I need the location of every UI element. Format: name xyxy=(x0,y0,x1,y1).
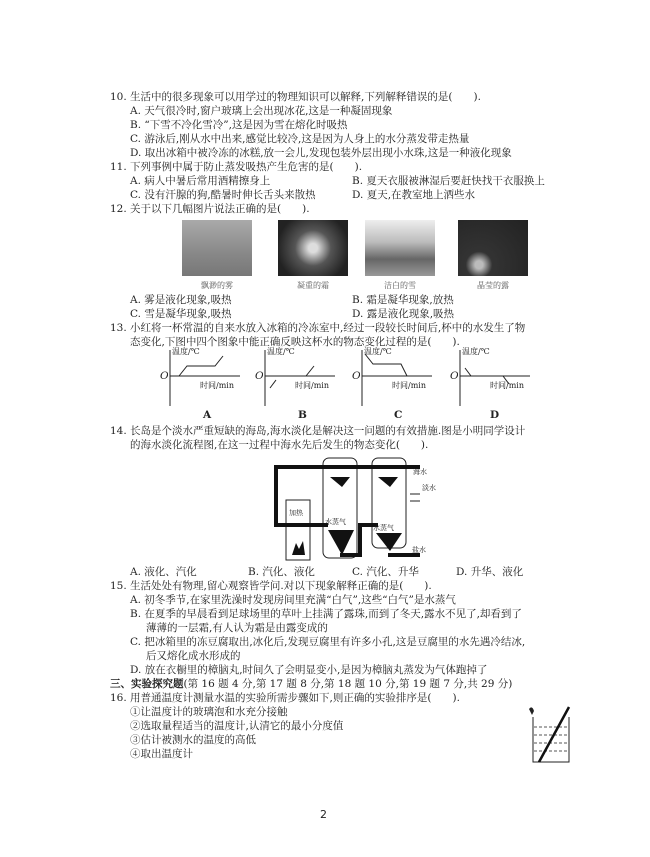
graph-d-xlabel: 时间/min xyxy=(490,381,524,390)
dew-photo xyxy=(458,220,528,276)
q12-option-d: D. 露是液化现象,吸热 xyxy=(352,308,455,320)
graph-d-label: D xyxy=(490,409,500,421)
q12-stem: 12. 关于以下几幅图片说法正确的是( ). xyxy=(110,203,310,215)
q14-stem-line1: 14. 长岛是个淡水严重短缺的海岛,海水淡化是解决这一问题的有效措施.图是小明同学设计 xyxy=(110,425,526,437)
q15-stem: 15. 生活处处有物理,留心观察皆学问.对以下现象解释正确的是( ). xyxy=(110,580,432,592)
q13-stem-line2: 态变化,下图中四个图象中能正确反映这杯水的物态变化过程的是( ). xyxy=(130,336,460,348)
q10-option-b: B. “下雪不冷化雪冷”,这是因为雪在熔化时吸热 xyxy=(130,119,348,131)
fog-photo xyxy=(182,220,252,276)
graph-a-ylabel: 温度/℃ xyxy=(172,347,200,356)
q12-option-c: C. 雪是凝华现象,吸热 xyxy=(130,308,232,320)
graph-c-ylabel: 温度/℃ xyxy=(364,347,392,356)
graph-c-origin: O xyxy=(352,370,361,382)
q10-option-c: C. 游泳后,刚从水中出来,感觉比较冷,这是因为人身上的水分蒸发带走热量 xyxy=(130,133,470,145)
q10-option-a: A. 天气很冷时,窗户玻璃上会出现冰花,这是一种凝固现象 xyxy=(130,105,393,117)
q16-step-4: ④取出温度计 xyxy=(130,748,193,760)
frost-caption: 凝重的霜 xyxy=(297,281,329,290)
q15-option-a: A. 初冬季节,在家里洗澡时发现房间里充满“白气”,这些“白气”是水蒸气 xyxy=(130,594,456,606)
fog-caption: 飘渺的雾 xyxy=(201,281,233,290)
snow-photo xyxy=(365,220,435,276)
q11-option-d: D. 夏天,在教室地上洒些水 xyxy=(352,189,476,201)
q14-option-b: B. 汽化、液化 xyxy=(248,566,315,578)
frost-photo xyxy=(278,220,348,276)
q16-step-1: ①让温度计的玻璃泡和水充分接触 xyxy=(130,706,288,718)
graph-b-ylabel: 温度/℃ xyxy=(267,347,295,356)
graph-b-origin: O xyxy=(255,370,264,382)
page-number: 2 xyxy=(320,808,327,821)
section-title: 三、实验探究题 xyxy=(110,678,184,690)
q15-option-d: D. 放在衣橱里的樟脑丸,时间久了会明显变小,是因为樟脑丸蒸发为气体跑掉了 xyxy=(130,664,488,676)
q16-step-3: ③估计被测水的温度的高低 xyxy=(130,734,256,746)
section-heading xyxy=(110,677,512,691)
brine-label: 盐水 xyxy=(412,546,426,554)
q14-stem-line2: 的海水淡化流程图,在这一过程中海水先后发生的物态变化( ). xyxy=(130,439,429,451)
q14-option-d: D. 升华、液化 xyxy=(456,566,524,578)
q11-option-b: B. 夏天衣服被淋湿后要赶快找干衣服换上 xyxy=(352,175,545,187)
section-detail: (第 16 题 4 分,第 17 题 8 分,第 18 题 10 分,第 19 题 7 分,共 29 分) xyxy=(183,678,513,690)
snow-caption: 洁白的雪 xyxy=(384,281,416,290)
dew-caption: 晶莹的露 xyxy=(477,281,509,290)
q13-stem-line1: 13. 小红将一杯常温的自来水放入冰箱的冷冻室中,经过一段较长时间后,杯中的水发生了物 xyxy=(110,322,526,334)
freshwater-label: 淡水 xyxy=(422,484,436,492)
thermometer-beaker-figure xyxy=(525,705,575,763)
q14-option-c: C. 汽化、升华 xyxy=(352,566,419,578)
graph-b-label: B xyxy=(298,409,307,421)
graph-c-xlabel: 时间/min xyxy=(392,381,426,390)
q11-option-c: C. 没有汗腺的狗,酷暑时伸长舌头来散热 xyxy=(130,189,316,201)
q15-option-b: B. 在夏季的早晨看到足球场里的草叶上挂满了露珠,而到了冬天,露水不见了,却看到了 xyxy=(130,608,522,620)
graph-a-label: A xyxy=(203,409,212,421)
graph-c-label: C xyxy=(394,409,403,421)
graph-a-xlabel: 时间/min xyxy=(200,381,234,390)
heat-label: 加热 xyxy=(289,509,303,517)
q11-option-a: A. 病人中暑后常用酒精擦身上 xyxy=(130,175,271,187)
seawater-label: 海水 xyxy=(413,468,427,476)
q12-option-a: A. 雾是液化现象,吸热 xyxy=(130,294,232,306)
graph-d-origin: O xyxy=(450,370,459,382)
steam-label-2: 水蒸气 xyxy=(373,524,394,532)
graph-d-ylabel: 温度/℃ xyxy=(462,347,490,356)
q15-option-c-cont: 后又熔化成水形成的 xyxy=(146,650,241,662)
q16-stem: 16. 用普通温度计测量水温的实验所需步骤如下,则正确的实验排序是( ). xyxy=(110,692,460,704)
q15-option-c: C. 把冰箱里的冻豆腐取出,冰化后,发现豆腐里有许多小孔,这是豆腐里的水先遇冷结冰, xyxy=(130,636,526,648)
q15-option-b-cont: 薄薄的一层霜,有人认为霜是由露变成的 xyxy=(146,622,328,634)
q12-option-b: B. 霜是凝华现象,放热 xyxy=(352,294,454,306)
q14-option-a: A. 液化、汽化 xyxy=(130,566,197,578)
q10-stem: 10. 生活中的很多现象可以用学过的物理知识可以解释,下列解释错误的是( ). xyxy=(110,91,481,103)
q16-step-2: ②选取量程适当的温度计,认清它的最小分度值 xyxy=(130,720,344,732)
steam-label-1: 水蒸气 xyxy=(325,518,346,526)
graph-b-xlabel: 时间/min xyxy=(295,381,329,390)
q11-stem: 11. 下列事例中属于防止蒸发吸热产生危害的是( ). xyxy=(110,161,363,173)
q10-option-d: D. 取出冰箱中被冷冻的冰糕,放一会儿,发现包装外层出现小水珠,这是一种液化现象 xyxy=(130,147,512,159)
graph-a-origin: O xyxy=(160,370,169,382)
